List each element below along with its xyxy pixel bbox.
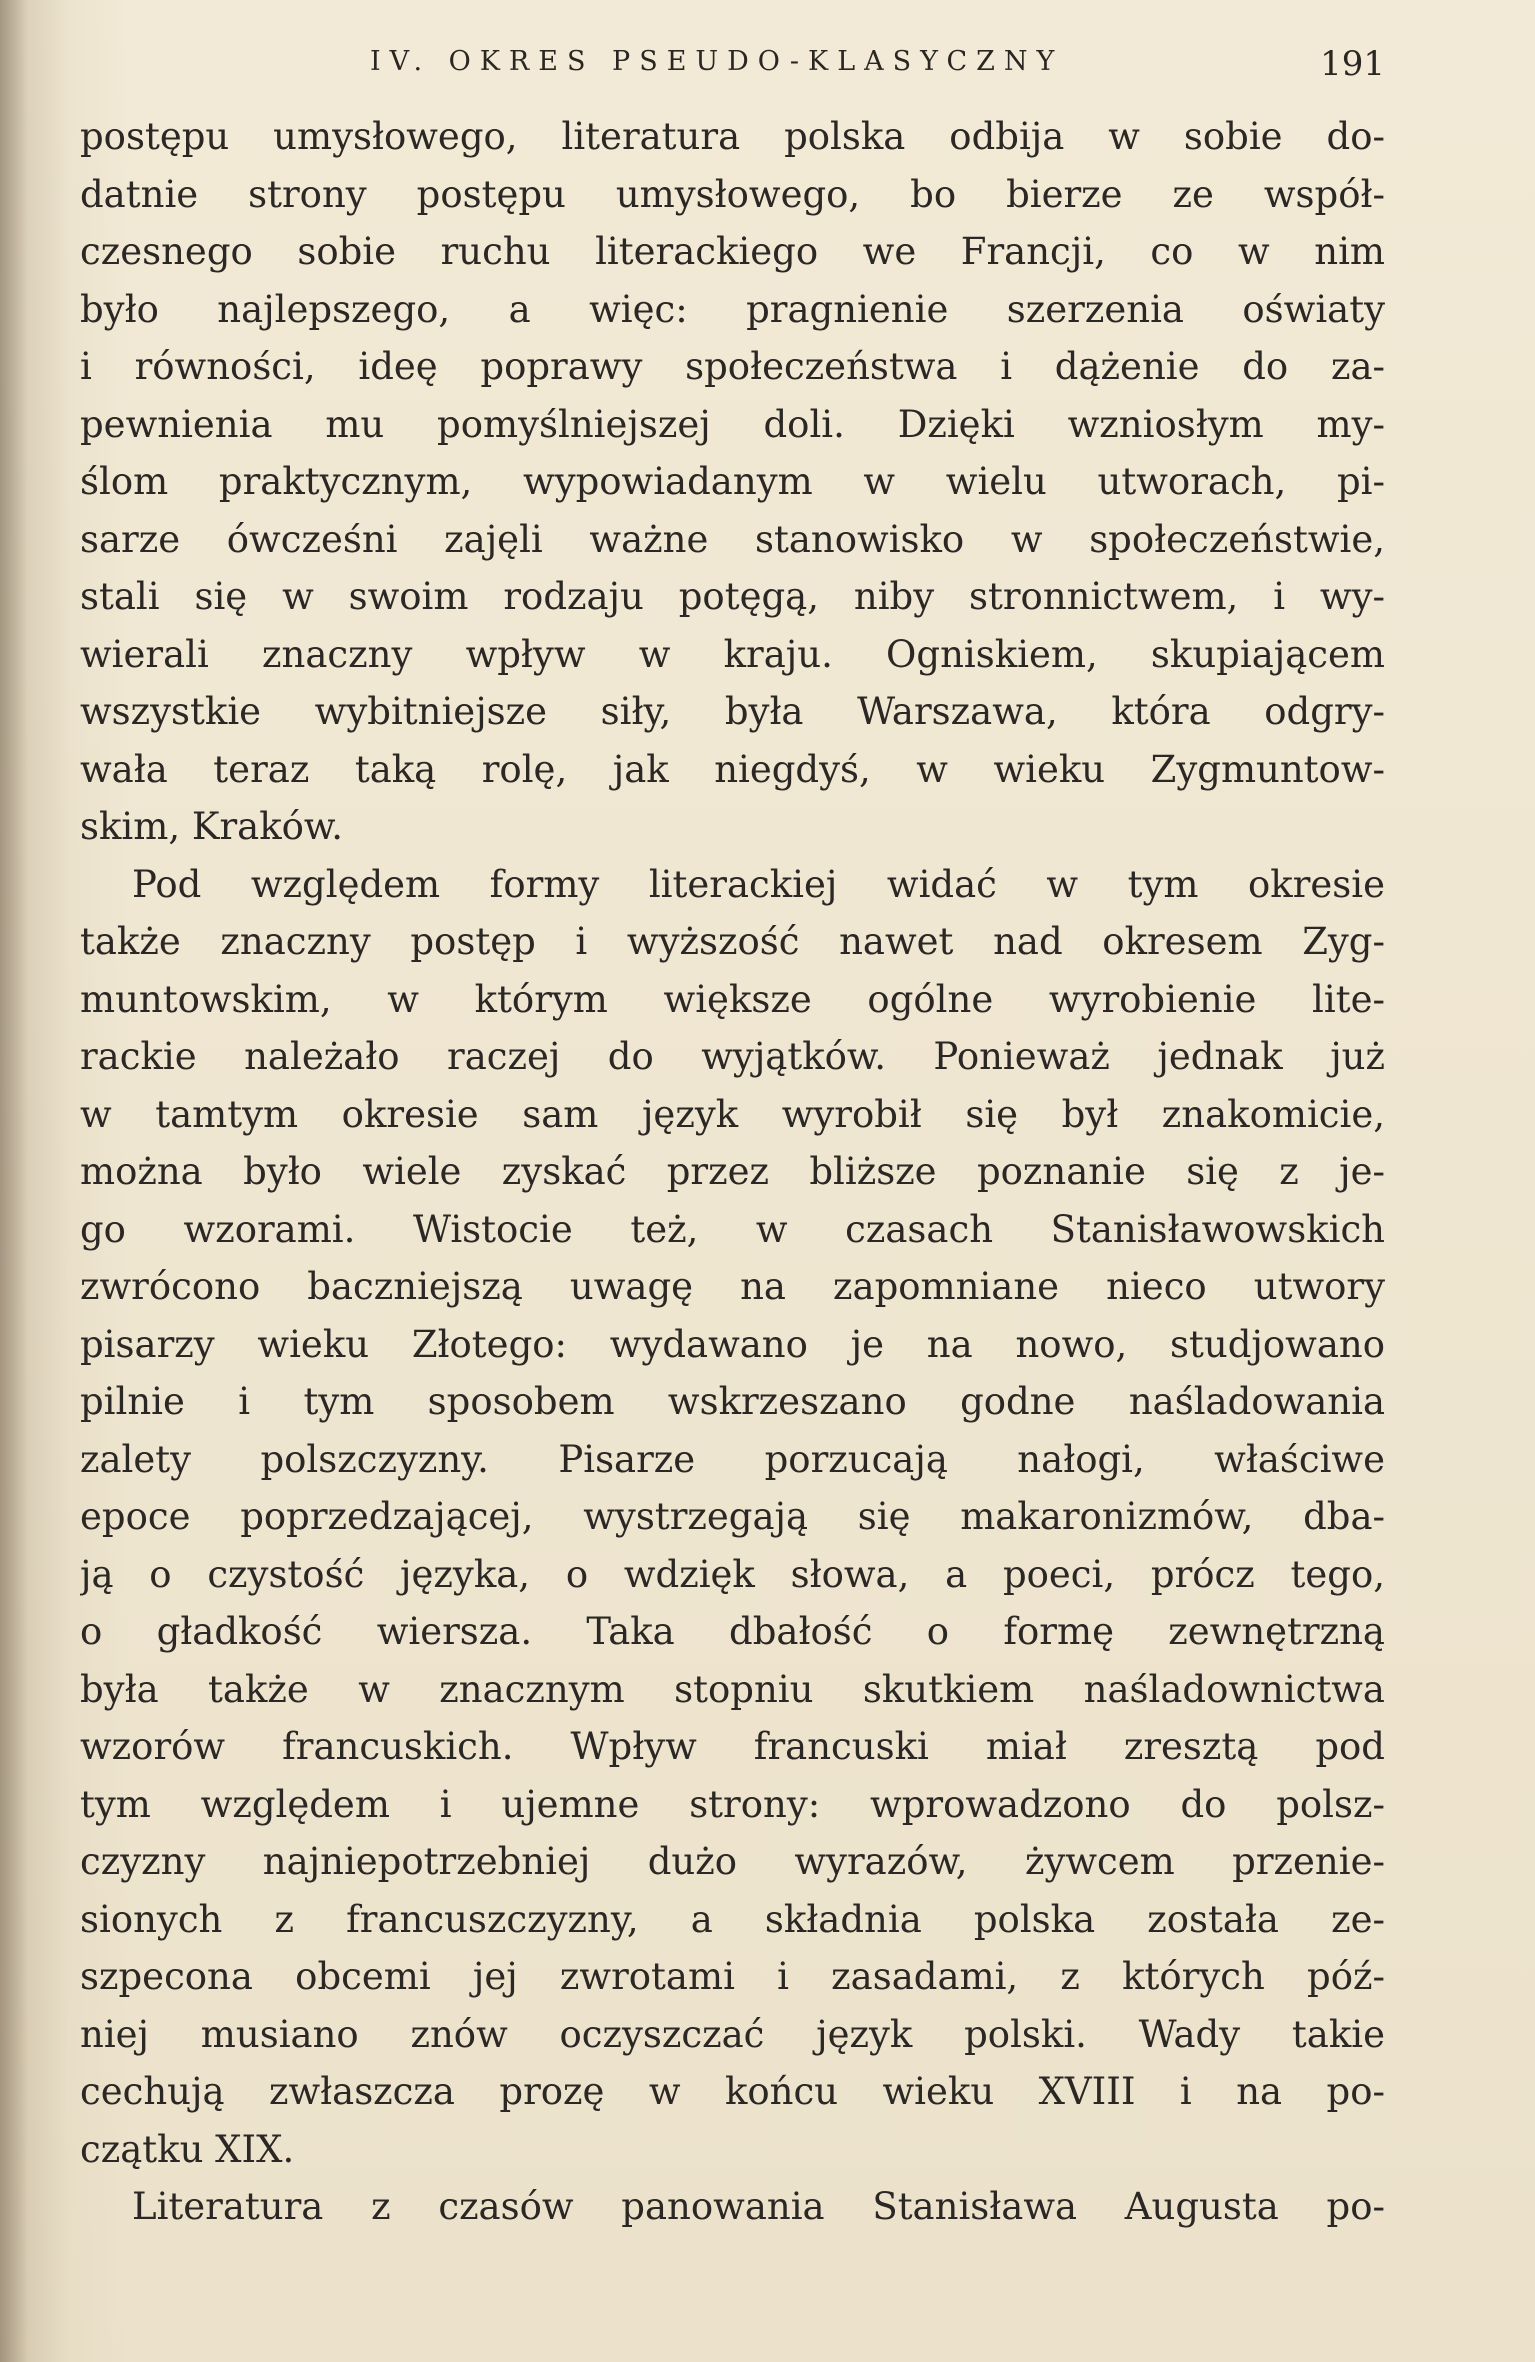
text-line: ją o czystość języka, o wdzięk słowa, a poeci, prócz tego,	[80, 1552, 1385, 1596]
text-line: i równości, ideę poprawy społeczeństwa i dążenie do za-	[80, 345, 1385, 388]
text-line: wierali znaczny wpływ w kraju. Ogniskiem, skupiającem	[80, 632, 1385, 676]
text-line: rackie należało raczej do wyjątków. Ponieważ jednak już	[80, 1035, 1385, 1078]
text-line: skim, Kraków.	[80, 805, 343, 848]
text-line: czątku XIX.	[80, 2127, 295, 2171]
body-text	[80, 108, 1385, 2236]
text-line: sionych z francuszczyzny, a składnia polska została ze-	[80, 1897, 1385, 1941]
text-line: było najlepszego, a więc: pragnienie szerzenia oświaty	[80, 287, 1385, 331]
text-line: także znaczny postęp i wyższość nawet nad okresem Zyg-	[80, 920, 1385, 963]
text-line: zalety polszczyzny. Pisarze porzucają nałogi, właściwe	[80, 1437, 1385, 1481]
text-line: niej musiano znów oczyszczać język polski. Wady takie	[80, 2012, 1385, 2056]
text-line: można było wiele zyskać przez bliższe poznanie się z je-	[80, 1150, 1385, 1193]
text-line: o gładkość wiersza. Taka dbałość o formę zewnętrzną	[80, 1610, 1385, 1653]
page-number: 191	[1320, 44, 1385, 84]
text-line: była także w znacznym stopniu skutkiem naśladownictwa	[80, 1667, 1385, 1711]
page-header	[370, 44, 1385, 94]
text-line: postępu umysłowego, literatura polska odbija w sobie do-	[80, 115, 1385, 158]
text-line: wała teraz taką rolę, jak niegdyś, w wieku Zygmuntow-	[80, 747, 1385, 791]
text-line: tym względem i ujemne strony: wprowadzono do polsz-	[80, 1782, 1385, 1826]
text-line: muntowskim, w którym większe ogólne wyrobienie lite-	[80, 977, 1385, 1021]
text-line: czyzny najniepotrzebniej dużo wyrazów, żywcem przenie-	[80, 1840, 1385, 1883]
text-line: w tamtym okresie sam język wyrobił się był znakomicie,	[80, 1092, 1385, 1136]
text-line: epoce poprzedzającej, wystrzegają się makaronizmów, dba-	[80, 1495, 1385, 1538]
text-line: wzorów francuskich. Wpływ francuski miał zresztą pod	[80, 1725, 1385, 1768]
text-line: ślom praktycznym, wypowiadanym w wielu utworach, pi-	[80, 460, 1385, 503]
running-head: IV. OKRES PSEUDO-KLASYCZNY	[370, 46, 1064, 77]
text-line: stali się w swoim rodzaju potęgą, niby stronnictwem, i wy-	[80, 575, 1385, 618]
text-line: pilnie i tym sposobem wskrzeszano godne naśladowania	[80, 1380, 1385, 1423]
text-line: Pod względem formy literackiej widać w tym okresie	[132, 862, 1385, 906]
text-line: pisarzy wieku Złotego: wydawano je na nowo, studjowano	[80, 1322, 1385, 1366]
text-line: Literatura z czasów panowania Stanisława Augusta po-	[132, 2185, 1385, 2228]
text-line: datnie strony postępu umysłowego, bo bierze ze współ-	[80, 172, 1385, 216]
spine-shadow	[0, 0, 28, 2362]
text-line: zwrócono baczniejszą uwagę na zapomniane nieco utwory	[80, 1265, 1385, 1308]
text-line: szpecona obcemi jej zwrotami i zasadami, z których póź-	[80, 1955, 1385, 1998]
text-line: go wzorami. Wistocie też, w czasach Stanisławowskich	[80, 1207, 1385, 1251]
text-line: pewnienia mu pomyślniejszej doli. Dzięki wzniosłym my-	[80, 402, 1385, 446]
text-line: sarze ówcześni zajęli ważne stanowisko w społeczeństwie,	[80, 517, 1385, 561]
text-line: cechują zwłaszcza prozę w końcu wieku XVIII i na po-	[80, 2070, 1385, 2113]
text-line: wszystkie wybitniejsze siły, była Warszawa, która odgry-	[80, 690, 1385, 733]
text-line: czesnego sobie ruchu literackiego we Francji, co w nim	[80, 230, 1385, 273]
